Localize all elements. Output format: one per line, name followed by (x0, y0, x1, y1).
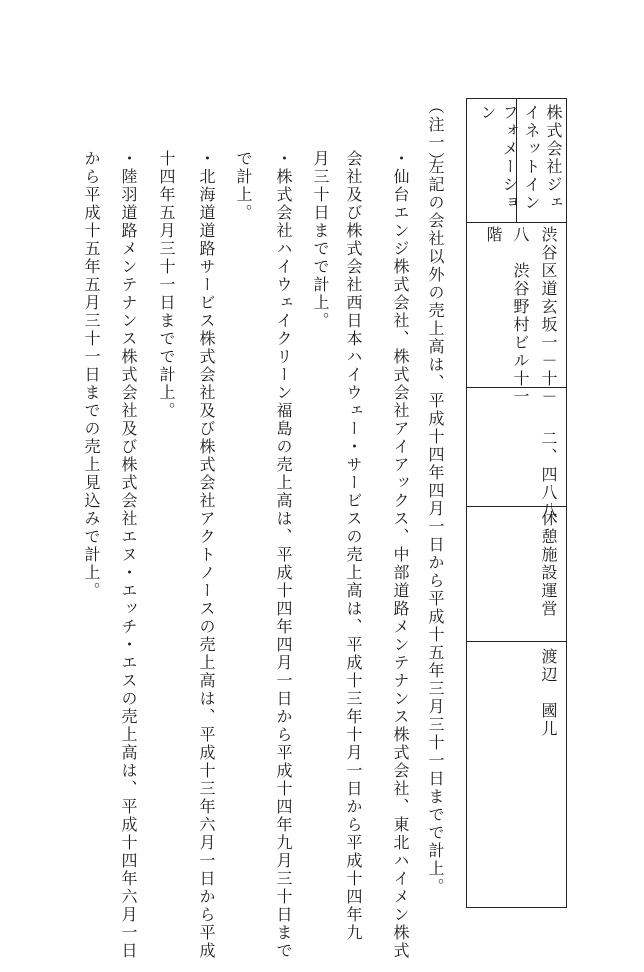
address-line-2: 八 渋谷野村ビル十一 (511, 226, 530, 406)
table-row-divider (467, 641, 566, 642)
note-bullet-2-line-1: ・株式会社ハイウェイクリーン福島の売上高は、平成十四年四月一日から平成十四年九月三十日まで (274, 150, 293, 960)
representative-name: 渡辺 國儿 (539, 648, 558, 738)
note-bullet-1-line-3: 月三十日までで計上。 (311, 150, 330, 330)
note-bullet-3-line-2: 十四年五月三十一日までで計上。 (157, 150, 176, 420)
table-row-divider (467, 222, 566, 223)
note-bullet-4-line-1: ・陸羽道路メンテナンス株式会社及び株式会社エヌ・エッチ・エスの売上高は、平成十四年六月一日 (119, 150, 138, 960)
address-line-3: 階 (484, 226, 503, 244)
note-bullet-1-line-1: ・仙台エンジ株式会社、株式会社アイアックス、中部道路メンテナンス株式会社、東北ハイメン株式 (391, 150, 410, 960)
note-bullet-1-line-2: 会社及び株式会社西日本ハイウェー・サービスの売上高は、平成十三年十月一日から平成十四年九 (344, 150, 363, 942)
company-name-line-4: ン (478, 104, 497, 122)
address-line-1: 渋谷区道玄坂一－十－ (539, 226, 558, 406)
business-type: 休憩施設運営 (539, 510, 558, 618)
note-bullet-3-line-1: ・北海道道路サービス株式会社及び株式会社アクトノースの売上高は、平成十三年六月一日から平成 (197, 150, 216, 960)
company-name-line-1: 株式会社ジェ (544, 104, 563, 212)
sales-amount: 二、四八八 (539, 430, 558, 520)
company-name-line-2: イネットイン (522, 104, 541, 212)
note-heading-text: 左記の会社以外の売上高は、平成十四年四月一日から平成十五年三月三十一日までで計上。 (426, 158, 445, 896)
company-name-line-3: フォメーショ (500, 104, 519, 212)
note-bullet-4-line-2: から平成十五年五月三十一日までの売上見込みで計上。 (82, 150, 101, 600)
note-bullet-2-line-2: で計上。 (234, 150, 253, 222)
note-label: （注一） (426, 98, 445, 170)
